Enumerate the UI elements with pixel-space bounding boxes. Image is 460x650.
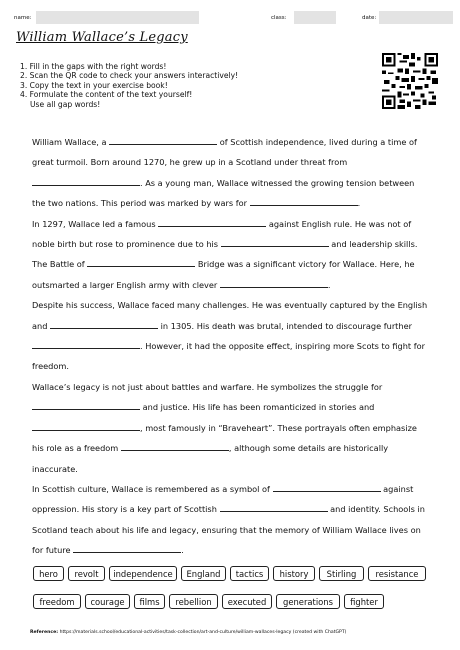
page-title: William Wallace’s Legacy [16, 30, 188, 45]
text-segment: Wallace’s legacy is not just about battles and warfare. He symbolizes the struggle for [32, 381, 383, 392]
text-segment: and identity. Schools in Scotland teach about his life and legacy, ensuring that the memory of William Wallace lives on for future [32, 504, 425, 556]
text-segment: . However, it had the opposite effect, inspiring more Scots to fight for freedom. [32, 341, 425, 372]
text-segment: in 1305. His death was brutal, intended to discourage further [160, 320, 412, 331]
paragraph [32, 377, 430, 479]
word-chip[interactable]: freedom [33, 594, 81, 609]
gap-blank[interactable] [32, 176, 140, 186]
gap-blank[interactable] [220, 502, 328, 512]
instruction-item: Use all gap words! [30, 99, 101, 109]
reference-line [30, 630, 346, 635]
instructions-list [20, 62, 238, 109]
gap-blank[interactable] [250, 196, 358, 206]
word-chip[interactable]: resistance [368, 566, 426, 581]
text-segment: . [357, 198, 361, 209]
text-segment: William Wallace, a [32, 137, 107, 147]
word-chip[interactable]: executed [222, 594, 272, 609]
instruction-item: 4. Formulate the content of the text yourself! [20, 90, 193, 100]
gap-text [32, 132, 430, 561]
gap-blank[interactable] [32, 339, 140, 349]
text-segment: . [181, 545, 184, 556]
qr-code-icon[interactable] [382, 53, 438, 109]
word-chip[interactable]: fighter [344, 594, 384, 609]
paragraph [32, 214, 430, 296]
name-field[interactable] [36, 11, 199, 24]
text-segment: and leadership skills. The Battle of [32, 239, 418, 270]
text-segment: . As a young man, Wallace witnessed the growing tension between the two nations. This period was marked by wars for [32, 177, 415, 209]
text-segment: and justice. His life has been romanticized in stories and [142, 402, 375, 413]
instruction-item: 2. Scan the QR code to check your answers interactively! [20, 71, 239, 81]
word-chip[interactable]: Stirling [319, 566, 364, 581]
text-segment: , most famously in “Braveheart”. These portrayals often emphasize his role as a freedom [32, 422, 417, 454]
text-segment: In 1297, Wallace led a famous [32, 218, 156, 229]
word-chip[interactable]: courage [85, 594, 130, 609]
gap-blank[interactable] [220, 278, 328, 288]
header [14, 11, 446, 25]
text-segment: of Scottish independence, lived during a time of great turmoil. Born around 1270, he grew up in a Scotland under threat from [32, 137, 417, 168]
gap-blank[interactable] [73, 543, 181, 553]
gap-blank[interactable] [109, 135, 217, 145]
word-chip[interactable]: films [134, 594, 165, 609]
reference-text: https://materials.school/educational-activities/task-collection/art-and-culture/william-wallaces-legacy (created with ChatGPT) [59, 630, 347, 635]
text-segment: against English rule. He was not of noble birth but rose to prominence due to his [32, 218, 412, 250]
text-segment: In Scottish culture, Wallace is remembered as a symbol of [32, 483, 270, 494]
gap-blank[interactable] [50, 319, 158, 329]
word-chip[interactable]: independence [109, 566, 177, 581]
gap-blank[interactable] [32, 400, 140, 410]
gap-blank[interactable] [87, 257, 195, 267]
reference-label: Reference: [30, 630, 59, 635]
word-chip[interactable]: generations [276, 594, 340, 609]
instruction-item: 3. Copy the text in your exercise book! [20, 80, 168, 90]
class-field[interactable] [294, 11, 336, 24]
date-label: date: [362, 15, 377, 21]
date-field[interactable] [379, 11, 453, 24]
paragraph [32, 479, 430, 561]
text-segment: Bridge was a significant victory for Wallace. Here, he outsmarted a larger English army with clever [32, 259, 415, 290]
instruction-item: 1. Fill in the gaps with the right words! [20, 62, 167, 71]
word-chip[interactable]: revolt [68, 566, 105, 581]
text-segment: , although some details are historically inaccurate. [32, 443, 389, 474]
paragraph [32, 295, 430, 377]
gap-blank[interactable] [158, 217, 266, 227]
word-chip[interactable]: rebellion [169, 594, 218, 609]
gap-blank[interactable] [273, 482, 381, 492]
word-chip[interactable]: history [273, 566, 315, 581]
name-label: name: [14, 15, 32, 21]
gap-blank[interactable] [121, 441, 229, 451]
gap-blank[interactable] [32, 421, 140, 431]
paragraph [32, 132, 430, 214]
word-chip[interactable]: tactics [230, 566, 269, 581]
class-label: class: [271, 15, 287, 21]
text-segment: Despite his success, Wallace faced many challenges. He was eventually captured by the English and [32, 300, 428, 331]
text-segment: against oppression. His story is a key part of Scottish [32, 483, 414, 515]
text-segment: . [327, 279, 331, 290]
gap-blank[interactable] [221, 237, 329, 247]
word-chip[interactable]: England [181, 566, 226, 581]
word-chip[interactable]: hero [33, 566, 64, 581]
